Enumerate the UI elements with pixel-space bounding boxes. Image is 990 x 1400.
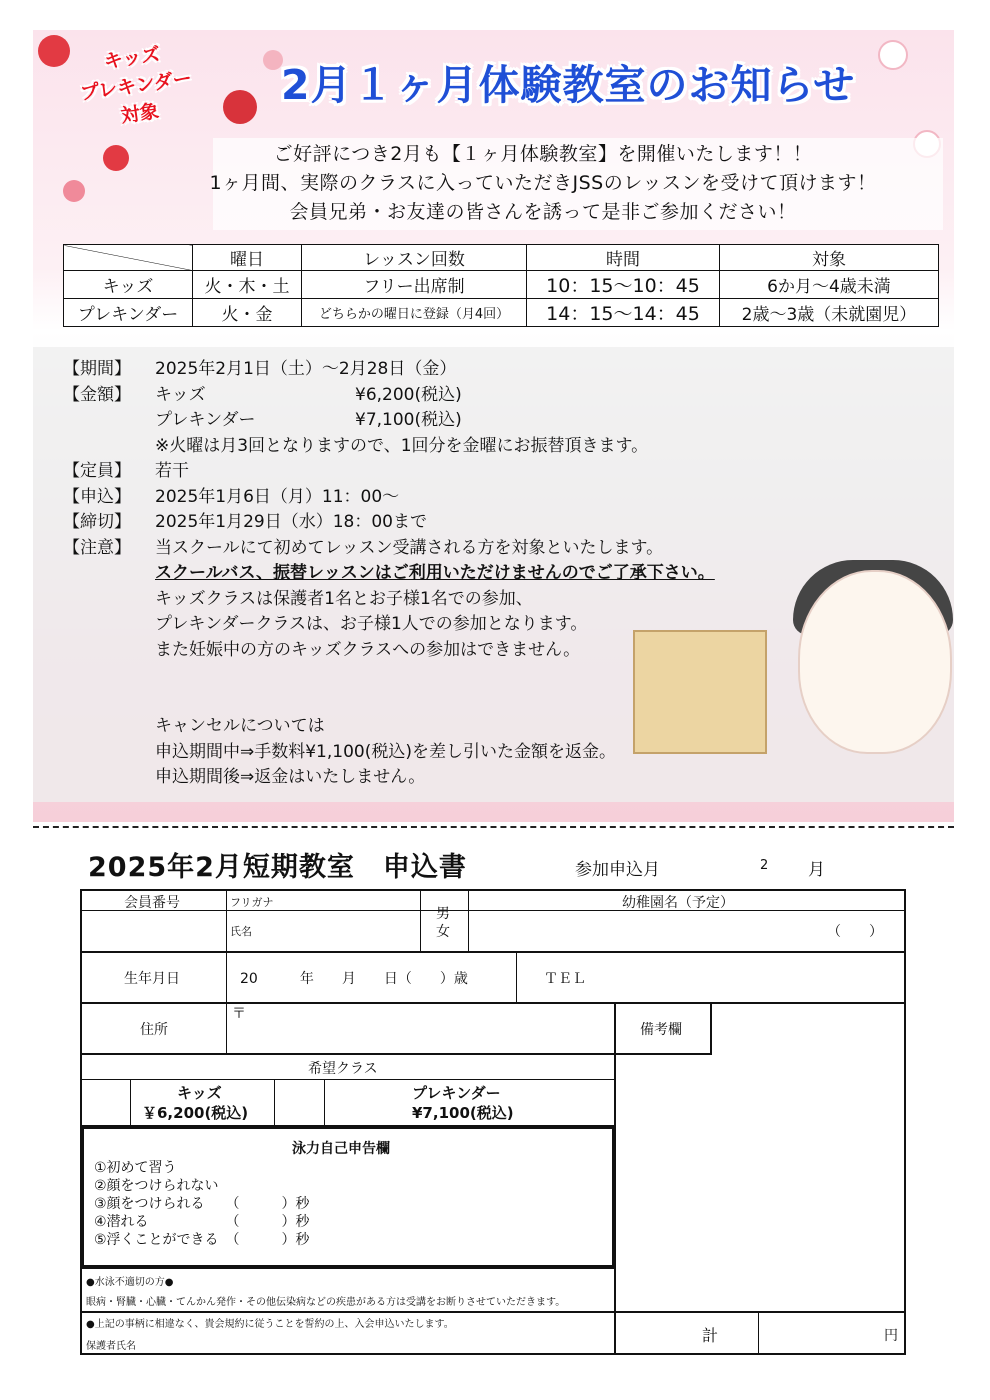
grid-line <box>516 951 517 1002</box>
capacity-label: 【定員】 <box>63 461 131 481</box>
class-kids-price: ￥6,200(税込) <box>142 1104 249 1122</box>
grid-line <box>274 1079 275 1125</box>
row-target: 6か月～4歳未満 <box>720 271 939 299</box>
gender-female-label: 女 <box>436 924 450 940</box>
fee-kids-value: ¥6,200(税込) <box>355 384 462 405</box>
badge-line-target: 対象 <box>119 100 161 128</box>
badge-line-kids: キッズ <box>102 43 162 74</box>
header-time: 時間 <box>527 245 720 271</box>
form-title: 2025年2月短期教室 申込書 <box>88 852 467 883</box>
cancel-line: 申込期間中⇒手数料¥1,100(税込)を差し引いた金額を返金。 <box>155 741 616 762</box>
gender-male-label: 男 <box>436 906 450 922</box>
swim-option[interactable]: ⑤浮くことができる （ ）秒 <box>94 1232 310 1248</box>
fee-pre-value: ¥7,100(税込) <box>355 410 462 430</box>
table-corner <box>64 245 193 271</box>
intro-line: 1ヶ月間、実際のクラスに入っていただきJSSのレッスンを受けて頂けます！ <box>209 172 877 194</box>
apply-label: 【申込】 <box>63 486 131 507</box>
yen-label: 円 <box>884 1328 898 1344</box>
class-prekinder-name[interactable]: プレキンダー <box>412 1084 501 1102</box>
row-class: キッズ <box>64 271 193 299</box>
grid-line <box>226 891 227 1053</box>
badge-line-prekinder: プレキンダー <box>78 67 194 105</box>
row-target: 2歳～3歳（未就園児） <box>720 299 939 327</box>
header-target: 対象 <box>720 245 939 271</box>
grid-line <box>82 910 904 911</box>
table-header-row <box>64 245 939 271</box>
grid-line <box>614 1053 712 1055</box>
row-time: 10：15～10：45 <box>527 271 720 299</box>
total-label: 計 <box>702 1326 719 1345</box>
row-day: 火・金 <box>193 299 302 327</box>
table-row <box>64 271 939 299</box>
birthday-label: 生年月日 <box>124 971 180 987</box>
address-label: 住所 <box>140 1022 168 1038</box>
period-value: 2025年2月1日（土）～2月28日（金） <box>155 359 457 379</box>
furigana-label: フリガナ <box>230 896 274 909</box>
apply-month-unit: 月 <box>808 860 825 880</box>
apply-month-value[interactable]: 2 <box>760 858 769 873</box>
grid-line <box>82 1267 614 1269</box>
swim-option[interactable]: ①初めて習う <box>94 1160 177 1176</box>
kindergarten-paren: （ ） <box>827 924 883 940</box>
flyer-panel <box>33 30 954 822</box>
plum-blossom-icon <box>63 180 85 202</box>
cut-line <box>33 826 954 828</box>
grid-line <box>82 951 904 953</box>
deadline-label: 【締切】 <box>63 512 131 532</box>
table-row <box>64 299 939 327</box>
fee-note: ※火曜は月3回となりますので、1回分を金曜にお振替頂きます。 <box>155 435 649 456</box>
kindergarten-label: 幼稚園名（予定） <box>622 895 734 911</box>
plum-blossom-icon <box>223 90 257 124</box>
postal-mark: 〒 <box>232 1006 246 1022</box>
unsuitable-text: 眼病・腎臓・心臓・てんかん発作・その他伝染病などの疾患がある方は受講をお断りさせていただきます。 <box>86 1297 566 1308</box>
note-line-emphasis: スクールバス、振替レッスンはご利用いただけませんのでご了承下さい。 <box>155 563 715 583</box>
note-line: 当スクールにて初めてレッスン受講される方を対象といたします。 <box>155 537 664 558</box>
grid-line <box>82 1311 904 1313</box>
row-lessons: フリー出席制 <box>302 271 527 299</box>
fee-pre-name: プレキンダー <box>155 410 256 430</box>
intro-line: ご好評につき2月も【１ヶ月体験教室】を開催いたします！！ <box>273 143 813 165</box>
header-day: 曜日 <box>193 245 302 271</box>
grid-line <box>82 1079 614 1080</box>
birthday-field[interactable]: 20 年 月 日（ ）歳 <box>240 971 468 987</box>
fee-label: 【金額】 <box>63 384 131 405</box>
cancel-line: 申込期間後⇒返金はいたしません。 <box>155 767 426 787</box>
guardian-label: 保護者氏名 <box>86 1341 136 1352</box>
grid-line <box>758 1311 759 1355</box>
page-title: 2月１ヶ月体験教室のお知らせ <box>281 61 856 109</box>
remarks-label: 備考欄 <box>640 1022 682 1038</box>
row-class: プレキンダー <box>64 299 193 327</box>
plum-blossom-icon <box>103 145 129 171</box>
period-label: 【期間】 <box>63 359 131 379</box>
swim-option[interactable]: ④潜れる （ ）秒 <box>94 1214 310 1230</box>
grid-line <box>614 1002 616 1355</box>
note-line: また妊娠中の方のキッズクラスへの参加はできません。 <box>155 639 581 660</box>
swim-option[interactable]: ②顔をつけられない <box>94 1178 219 1194</box>
apply-value: 2025年1月6日（月）11：00～ <box>155 486 400 507</box>
apply-month-label: 参加申込月 <box>575 860 660 880</box>
note-line: プレキンダークラスは、お子様1人での参加となります。 <box>155 614 588 634</box>
grid-line <box>710 1002 712 1055</box>
class-prekinder-price: ¥7,100(税込) <box>412 1104 514 1122</box>
plum-blossom-icon <box>878 40 908 70</box>
name-label: 氏名 <box>230 925 252 938</box>
header-lessons: レッスン回数 <box>302 245 527 271</box>
agreement-text: ●上記の事柄に相違なく、貴会規約に従うことを誓約の上、入会申込いたします。 <box>86 1319 454 1330</box>
grid-line <box>468 891 469 951</box>
intro-line: 会員兄弟・お友達の皆さんを誘って是非ご参加ください！ <box>289 201 797 223</box>
grid-line <box>420 891 421 951</box>
row-day: 火・木・土 <box>193 271 302 299</box>
cancel-line: キャンセルについては <box>155 716 325 736</box>
grid-line <box>82 1002 904 1004</box>
tel-label: ＴＥＬ <box>544 971 586 987</box>
capacity-value: 若干 <box>155 461 189 481</box>
note-line: キッズクラスは保護者1名とお子様1名での参加、 <box>155 588 533 609</box>
swim-heading: 泳力自己申告欄 <box>292 1141 390 1157</box>
member-no-label: 会員番号 <box>124 895 180 911</box>
grid-line <box>130 1079 131 1125</box>
application-form <box>80 889 906 1355</box>
notes-label: 【注意】 <box>63 537 131 558</box>
grid-line <box>82 1053 614 1055</box>
unsuitable-heading: ●水泳不適切の方● <box>86 1277 174 1288</box>
schedule-table <box>63 244 939 327</box>
deadline-value: 2025年1月29日（水）18：00まで <box>155 512 427 532</box>
row-time: 14：15～14：45 <box>527 299 720 327</box>
row-lessons: どちらかの曜日に登録（月4回） <box>302 299 527 327</box>
info-section <box>63 357 923 791</box>
swim-option[interactable]: ③顔をつけられる （ ）秒 <box>94 1196 310 1212</box>
plum-blossom-icon <box>263 50 283 70</box>
fee-kids-name: キッズ <box>155 384 206 405</box>
intro-text <box>133 140 953 227</box>
grid-line <box>324 1079 325 1125</box>
class-kids-name[interactable]: キッズ <box>177 1084 222 1102</box>
class-heading: 希望クラス <box>308 1061 378 1077</box>
target-badge <box>46 33 226 140</box>
